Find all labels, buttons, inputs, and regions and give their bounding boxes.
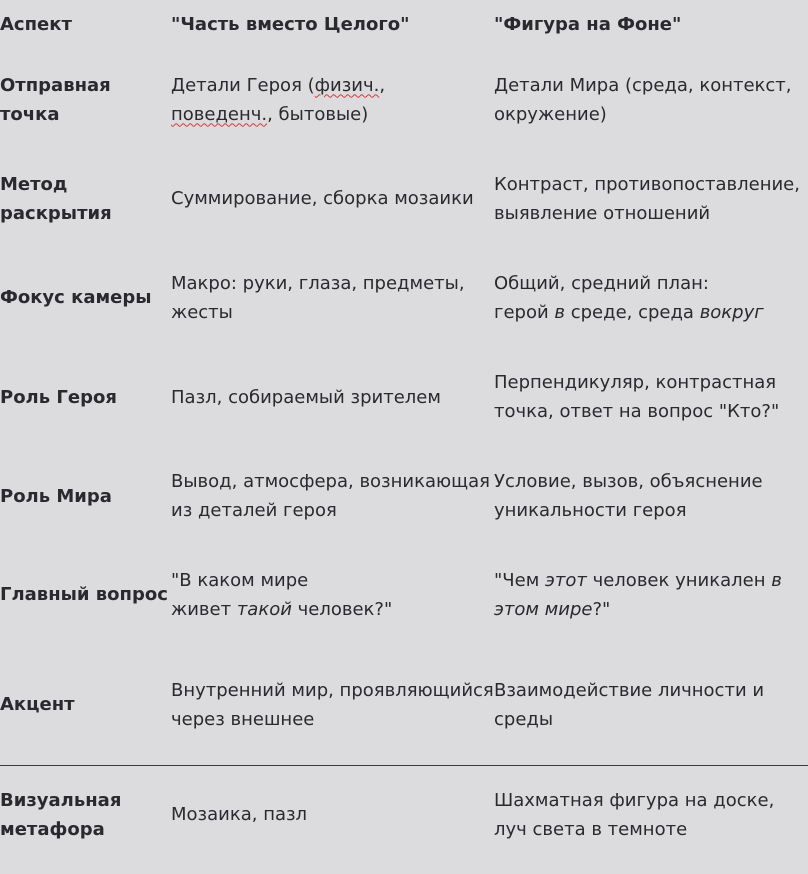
header-aspect: Аспект bbox=[0, 13, 72, 35]
table-row bbox=[0, 50, 808, 149]
cell-figure: Детали Мира (среда, контекст, окружение) bbox=[494, 74, 792, 125]
table-row bbox=[0, 149, 808, 248]
cell-figure: Взаимодействие личности и среды bbox=[494, 679, 765, 730]
cell-figure bbox=[494, 248, 808, 347]
cell-part: Макро: руки, глаза, предметы, жесты bbox=[171, 272, 465, 323]
cell-text: человек?" bbox=[291, 598, 393, 620]
row-label: Визуальная метафора bbox=[0, 766, 171, 864]
cell-text: , bbox=[379, 74, 386, 96]
cell-text: "В каком мире bbox=[171, 569, 309, 591]
row-label: Отправная точка bbox=[0, 74, 111, 125]
misspelled-word[interactable]: физич. bbox=[314, 74, 380, 96]
cell-text: "Чем bbox=[494, 569, 545, 591]
cell-figure: Перпендикуляр, контрастная точка, ответ на вопрос "Кто?" bbox=[494, 372, 780, 422]
cell-text: герой bbox=[494, 301, 555, 323]
cell-figure: Контраст, противопоставление, выявление отношений bbox=[494, 173, 800, 224]
row-label: Роль Героя bbox=[0, 386, 117, 408]
cell-emphasis: такой bbox=[236, 598, 292, 620]
cell-emphasis: в этом мире bbox=[494, 569, 782, 620]
row-label: Главный вопрос bbox=[0, 584, 168, 605]
row-label: Роль Мира bbox=[0, 485, 112, 507]
cell-emphasis: этот bbox=[545, 569, 587, 591]
table-row bbox=[0, 644, 808, 766]
row-label: Метод раскрытия bbox=[0, 173, 112, 224]
row-label: Акцент bbox=[0, 694, 75, 715]
cell-part: Мозаика, пазл bbox=[171, 766, 494, 864]
cell-text: , бытовые) bbox=[267, 103, 369, 125]
misspelled-word[interactable]: поведенч. bbox=[171, 103, 268, 125]
cell-figure: Условие, вызов, объяснение уникальности героя bbox=[494, 471, 763, 521]
cell-figure: Шахматная фигура на доске, луч света в темноте bbox=[494, 766, 808, 864]
cell-part bbox=[171, 50, 494, 149]
cell-emphasis: в bbox=[554, 301, 565, 323]
table-row bbox=[0, 545, 808, 644]
row-label: Фокус камеры bbox=[0, 287, 152, 308]
cell-part bbox=[171, 545, 494, 644]
cell-text: среде, среда bbox=[565, 301, 700, 323]
table-header-row bbox=[0, 0, 808, 50]
table-row bbox=[0, 248, 808, 347]
cell-text: Детали Героя ( bbox=[171, 74, 315, 96]
table-row bbox=[0, 766, 808, 864]
cell-part: Вывод, атмосфера, возникающая из деталей героя bbox=[171, 471, 490, 521]
cell-figure bbox=[494, 545, 808, 644]
table-row bbox=[0, 347, 808, 447]
cell-text: ?" bbox=[592, 598, 611, 620]
cell-part: Пазл, собираемый зрителем bbox=[171, 386, 441, 408]
table-row bbox=[0, 447, 808, 545]
cell-part: Внутренний мир, проявляющийся через внешнее bbox=[171, 679, 494, 730]
header-figure-on-background: "Фигура на Фоне" bbox=[494, 13, 682, 35]
cell-emphasis: вокруг bbox=[699, 301, 764, 323]
cell-text: человек уникален bbox=[586, 569, 772, 591]
header-part-instead-of-whole: "Часть вместо Целого" bbox=[171, 13, 410, 35]
cell-text: живет bbox=[171, 598, 237, 620]
cell-part: Суммирование, сборка мозаики bbox=[171, 188, 474, 209]
cell-text: Общий, средний план: bbox=[494, 272, 709, 294]
